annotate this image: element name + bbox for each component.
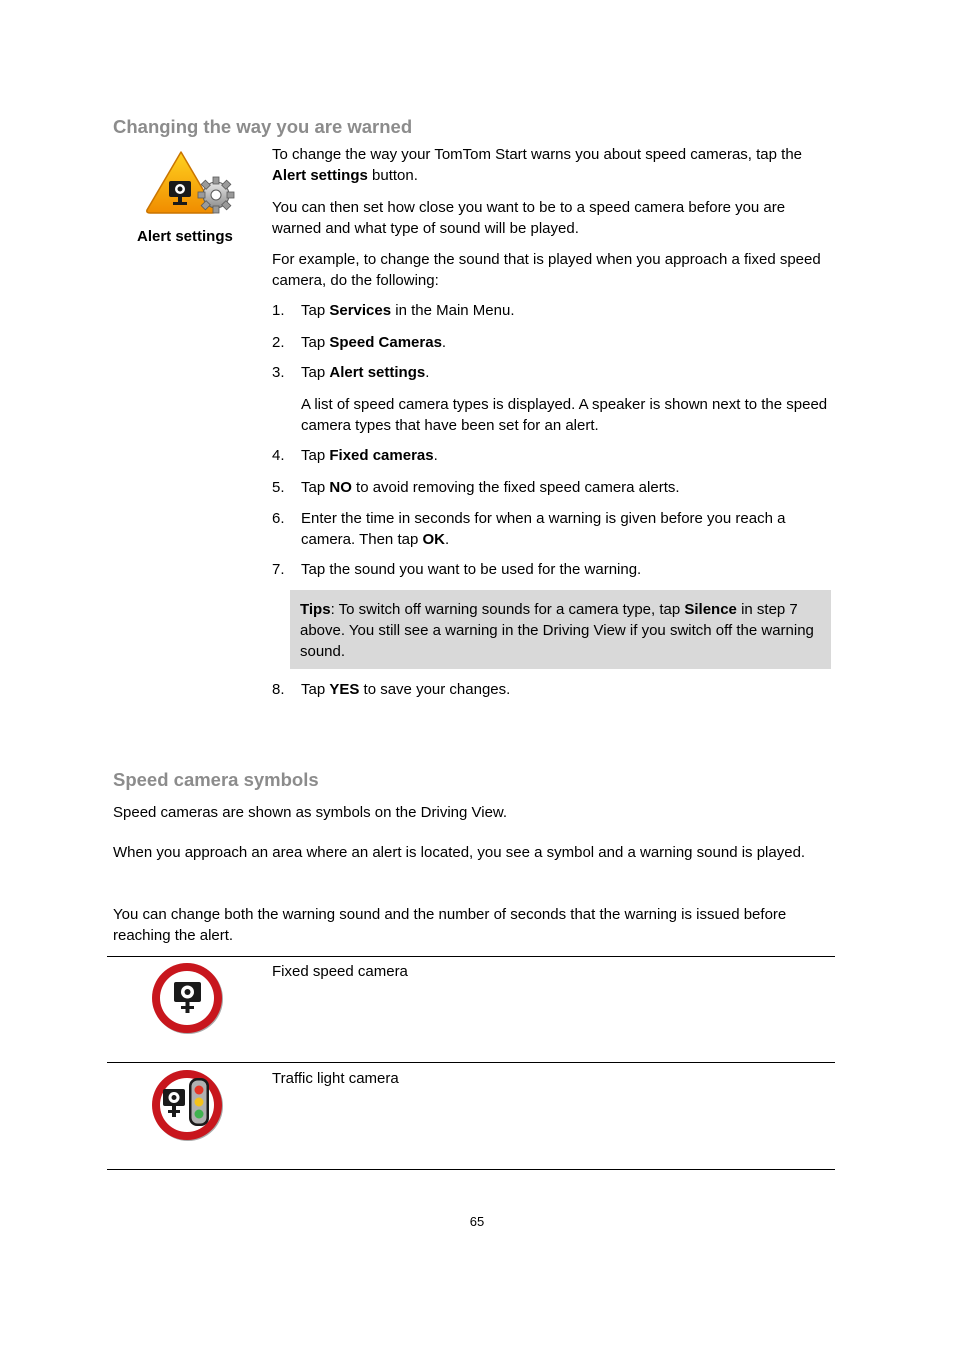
alert-settings-caption: Alert settings [137, 228, 233, 245]
step-note: A list of speed camera types is displayed. A speaker is shown next to the speed camera types that have been set for an alert. [301, 396, 828, 434]
bold-term: Silence [684, 601, 737, 618]
paragraph-example: For example, to change the sound that is played when you approach a fixed speed camera, do the following: [272, 251, 821, 289]
text-run: . [441, 334, 447, 351]
tip-label: Tips [300, 601, 331, 618]
text-run: Tap [301, 334, 330, 351]
bold-term: Alert settings [329, 364, 426, 381]
step-item [301, 332, 831, 353]
step-item [301, 445, 831, 466]
page-number: 65 [469, 1214, 485, 1229]
step-number: 4. [272, 447, 285, 464]
table-row-label: Traffic light camera [272, 1070, 399, 1087]
text-run: to save your changes. [359, 681, 511, 698]
symbols-paragraph-3: You can change both the warning sound and the number of seconds that the warning is issued before reaching the alert. [113, 906, 787, 944]
text-run: Tap [301, 302, 330, 319]
text-run: Tap [301, 364, 330, 381]
text-run: . [444, 531, 450, 548]
step-number: 2. [272, 334, 285, 351]
step-item [301, 477, 831, 498]
step-number: 1. [272, 302, 285, 319]
symbols-paragraph-2: When you approach an area where an alert is located, you see a symbol and a warning sound is played. [113, 844, 806, 861]
step-item [301, 559, 831, 580]
bold-term: Services [329, 302, 392, 319]
text-run: to avoid removing the fixed speed camera alerts. [351, 479, 680, 496]
step-item [301, 679, 831, 700]
bold-term: OK [422, 531, 445, 548]
step-number: 6. [272, 510, 285, 527]
table-rule-top [107, 956, 835, 957]
step-number: 5. [272, 479, 285, 496]
text-run: button. [367, 167, 418, 184]
symbols-paragraph-1: Speed cameras are shown as symbols on the Driving View. [113, 804, 508, 821]
section-heading-symbols: Speed camera symbols [113, 769, 319, 790]
text-run: Tap [301, 447, 330, 464]
text-run: Tap the sound you want to be used for the warning. [301, 561, 642, 578]
paragraph-distance: You can then set how close you want to be to a speed camera before you are warned and what type of sound will be played. [272, 199, 786, 237]
text-run: : To switch off warning sounds for a camera type, tap [330, 601, 685, 618]
text-run: To change the way your TomTom Start warns you about speed cameras, tap the [272, 146, 803, 163]
text-run: Tap [301, 681, 330, 698]
bold-term: NO [329, 479, 352, 496]
table-rule-middle [107, 1062, 835, 1063]
fixed-speed-camera-icon [150, 961, 226, 1037]
text-run: in the Main Menu. [391, 302, 515, 319]
intro-paragraph [272, 144, 832, 186]
bold-term: Alert settings [272, 167, 368, 184]
text-run: Enter the time in seconds for when a warning is given before you reach a camera. Then tap [301, 510, 786, 548]
text-run: in step 7 above. You still see a warning in the Driving View if you switch off the warning sound. [300, 601, 814, 660]
bold-term: Speed Cameras [329, 334, 442, 351]
table-rule-bottom [107, 1169, 835, 1170]
step-item [301, 300, 831, 321]
tip-box [290, 590, 831, 669]
section-heading-warned: Changing the way you are warned [113, 116, 413, 137]
step-number: 7. [272, 561, 285, 578]
step-item [301, 508, 831, 550]
step-item [301, 362, 831, 383]
text-run: . [425, 364, 430, 381]
bold-term: Fixed cameras [329, 447, 434, 464]
step-number: 8. [272, 681, 285, 698]
text-run: . [433, 447, 438, 464]
step-number: 3. [272, 364, 285, 381]
bold-term: YES [329, 681, 360, 698]
traffic-light-camera-icon [150, 1068, 226, 1144]
alert-settings-icon [140, 146, 240, 218]
text-run: Tap [301, 479, 330, 496]
table-row-label: Fixed speed camera [272, 963, 408, 980]
